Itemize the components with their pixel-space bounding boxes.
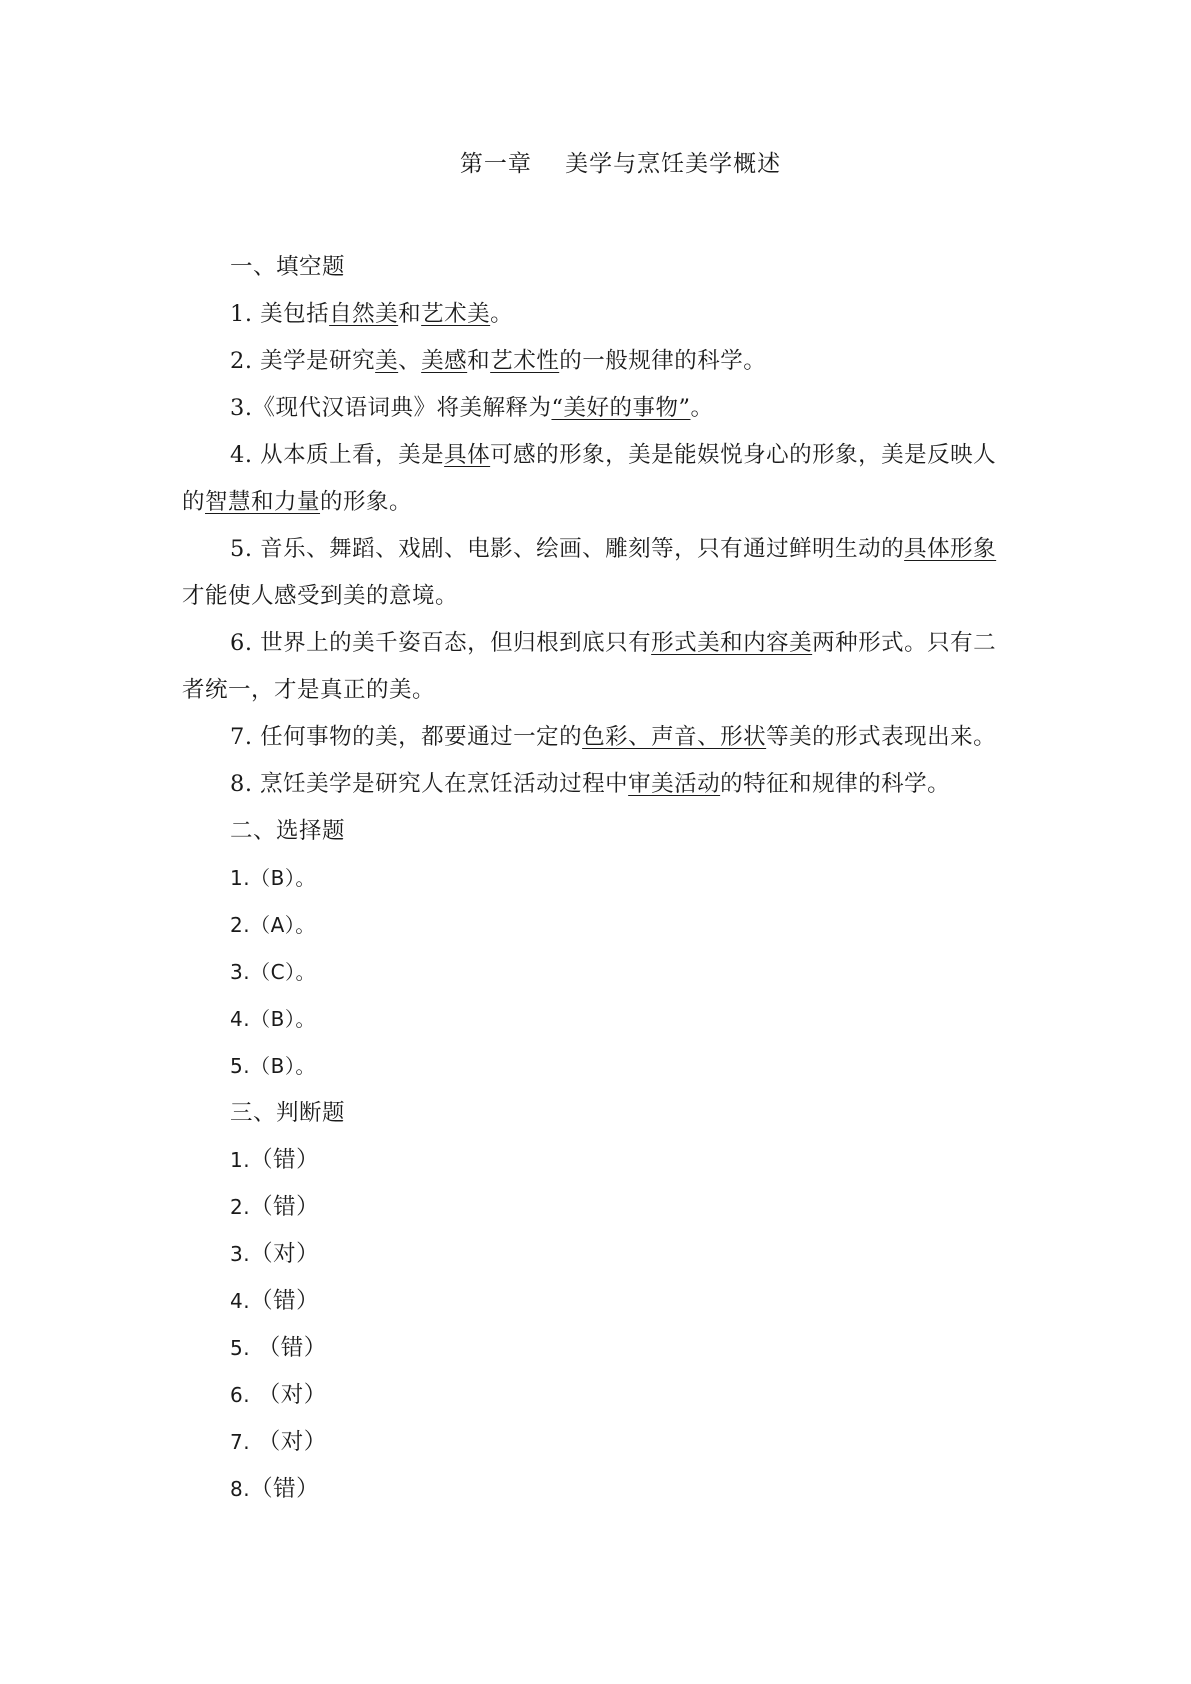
answer-number: 1. <box>230 1148 251 1172</box>
answer-value: （B）。 <box>250 1054 316 1078</box>
q6-answer-1: 形式美和内容美 <box>651 630 813 656</box>
choice-answer <box>182 1043 1022 1090</box>
question-6-line-2 <box>182 667 1022 714</box>
q8-text-a: 8. 烹饪美学是研究人在烹饪活动过程中 <box>230 771 629 797</box>
answer-value: （错） <box>250 1194 320 1220</box>
section-heading-true-false: 三、判断题 <box>230 1100 346 1126</box>
answer-number: 3. <box>230 960 251 984</box>
q2-answer-1: 美 <box>375 348 399 374</box>
answer-value: （错） <box>250 1476 320 1502</box>
question-6-line-1 <box>182 620 1022 667</box>
q5-answer-1: 具体形象 <box>904 536 997 562</box>
q4-text-c: 可感的形象，美是能娱悦身心的形象，美是反映人 <box>490 442 997 468</box>
q3-answer-1: “美好的事物” <box>551 395 691 421</box>
answer-value: （对） <box>250 1429 327 1455</box>
answer-value: （对） <box>250 1382 327 1408</box>
q4-text-f: 的形象。 <box>320 489 413 515</box>
answer-value: （错） <box>250 1147 320 1173</box>
answer-number: 3. <box>230 1242 251 1266</box>
q5-text-a: 5. 音乐、舞蹈、戏剧、电影、绘画、雕刻等，只有通过鲜明生动的 <box>230 536 905 562</box>
q6-text-a: 6. 世界上的美千姿百态，但归根到底只有 <box>230 630 652 656</box>
question-5-line-1 <box>182 526 1022 573</box>
q2-answer-2: 美感 <box>421 348 468 374</box>
question-2 <box>182 338 1022 385</box>
q4-text-a: 4. 从本质上看，美是 <box>230 442 445 468</box>
choice-answer <box>182 902 1022 949</box>
answer-number: 1. <box>230 866 251 890</box>
q1-answer-2: 艺术美 <box>421 301 491 327</box>
q4-answer-2: 智慧和力量 <box>205 489 321 515</box>
question-8 <box>182 761 1022 808</box>
answer-number: 4. <box>230 1289 251 1313</box>
judgement-answer <box>182 1231 1022 1278</box>
answer-value: （错） <box>250 1335 327 1361</box>
q7-answer-1: 色彩、声音、形状 <box>582 724 767 750</box>
answer-number: 5. <box>230 1054 251 1078</box>
q6-text-d: 者统一，才是真正的美。 <box>182 677 436 703</box>
q4-answer-1: 具体 <box>444 442 491 468</box>
answer-value: （A）。 <box>250 913 316 937</box>
answer-value: （C）。 <box>250 960 317 984</box>
question-4-line-2 <box>182 479 1022 526</box>
q4-text-d: 的 <box>182 489 206 515</box>
q2-answer-3: 艺术性 <box>490 348 560 374</box>
q8-text-c: 的特征和规律的科学。 <box>720 771 951 797</box>
judgement-answer <box>182 1184 1022 1231</box>
judgement-answer <box>182 1278 1022 1325</box>
choice-answer <box>182 996 1022 1043</box>
answer-number: 4. <box>230 1007 251 1031</box>
question-7 <box>182 714 1022 761</box>
answer-number: 6. <box>230 1383 251 1407</box>
judgement-answer <box>182 1137 1022 1184</box>
choice-answer <box>182 855 1022 902</box>
q8-answer-1: 审美活动 <box>628 771 721 797</box>
answer-number: 2. <box>230 913 251 937</box>
judgement-answer <box>182 1372 1022 1419</box>
document-body <box>182 244 1022 1513</box>
q2-text-c: 、 <box>398 348 422 374</box>
q1-text-c: 和 <box>398 301 422 327</box>
answer-number: 7. <box>230 1430 251 1454</box>
q2-text-e: 和 <box>467 348 491 374</box>
answer-value: （错） <box>250 1288 320 1314</box>
q1-text-a: 1. 美包括 <box>230 301 330 327</box>
q3-text-a: 3.《现代汉语词典》将美解释为 <box>230 395 552 421</box>
answer-value: （B）。 <box>250 866 316 890</box>
q1-text-e: 。 <box>490 301 514 327</box>
answer-value: （B）。 <box>250 1007 316 1031</box>
answer-value: （对） <box>250 1241 320 1267</box>
q6-text-c: 两种形式。只有二 <box>812 630 997 656</box>
chapter-title: 第一章 美学与烹饪美学概述 <box>459 151 782 177</box>
question-5-line-2 <box>182 573 1022 620</box>
section-heading-multiple-choice: 二、选择题 <box>230 818 346 844</box>
question-4-line-1 <box>182 432 1022 479</box>
q1-answer-1: 自然美 <box>329 301 399 327</box>
question-1 <box>182 291 1022 338</box>
section-heading-fill-blank: 一、填空题 <box>230 254 346 280</box>
q7-text-c: 等美的形式表现出来。 <box>766 724 997 750</box>
q5-text-c: 才能使人感受到美的意境。 <box>182 583 459 609</box>
question-3 <box>182 385 1022 432</box>
q2-text-g: 的一般规律的科学。 <box>559 348 767 374</box>
choice-answer <box>182 949 1022 996</box>
q2-text-a: 2. 美学是研究 <box>230 348 376 374</box>
judgement-answer <box>182 1466 1022 1513</box>
judgement-answer <box>182 1325 1022 1372</box>
judgement-answer <box>182 1419 1022 1466</box>
q7-text-a: 7. 任何事物的美，都要通过一定的 <box>230 724 583 750</box>
answer-number: 5. <box>230 1336 251 1360</box>
q3-text-c: 。 <box>690 395 714 421</box>
answer-number: 8. <box>230 1477 251 1501</box>
answer-number: 2. <box>230 1195 251 1219</box>
